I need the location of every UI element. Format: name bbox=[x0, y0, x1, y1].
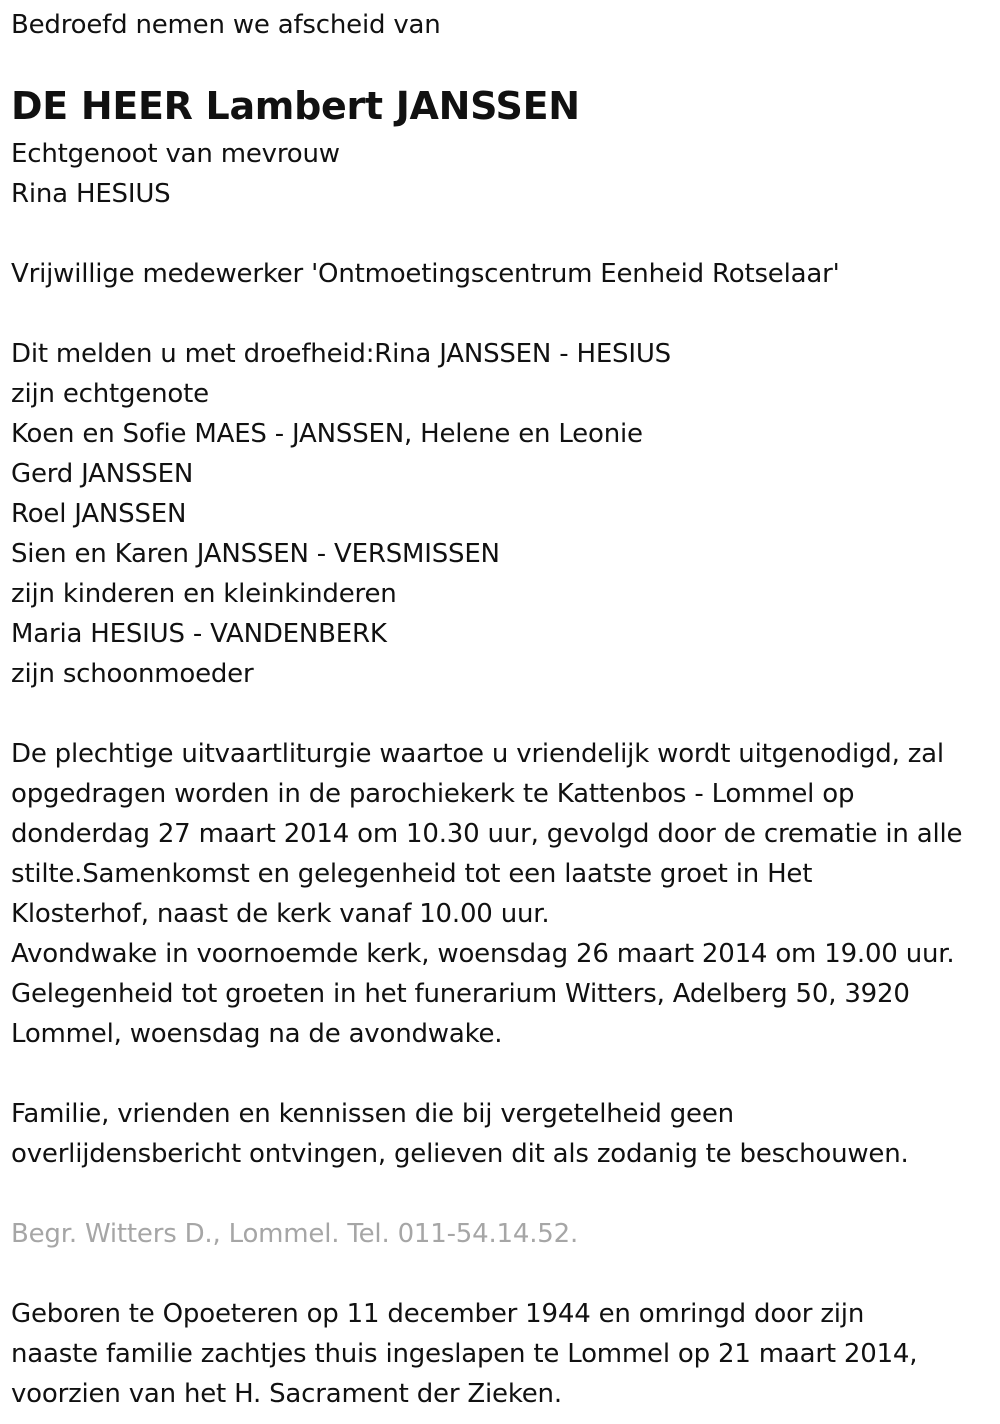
volunteer-text: Vrijwillige medewerker 'Ontmoetingscentrum Eenheid Rotselaar' bbox=[11, 259, 840, 289]
service-section bbox=[11, 734, 962, 1054]
intro-text: Bedroefd nemen we afscheid van bbox=[11, 10, 441, 40]
family-line: Gerd JANSSEN bbox=[11, 459, 194, 489]
family-line: zijn echtgenote bbox=[11, 379, 209, 409]
birth-line: Geboren te Opoeteren op 11 december 1944 en omringd door zijn bbox=[11, 1299, 865, 1329]
service-line: Lommel, woensdag na de avondwake. bbox=[11, 1019, 503, 1049]
deceased-name: DE HEER Lambert JANSSEN bbox=[11, 84, 580, 128]
service-line: opgedragen worden in de parochiekerk te Kattenbos - Lommel op bbox=[11, 779, 855, 809]
birth-section bbox=[11, 1294, 917, 1414]
service-line: donderdag 27 maart 2014 om 10.30 uur, gevolgd door de crematie in alle bbox=[11, 819, 963, 849]
family-line: zijn kinderen en kleinkinderen bbox=[11, 579, 397, 609]
family-line: zijn schoonmoeder bbox=[11, 659, 254, 689]
notice-line: Familie, vrienden en kennissen die bij vergetelheid geen bbox=[11, 1099, 734, 1129]
service-line: De plechtige uitvaartliturgie waartoe u vriendelijk wordt uitgenodigd, zal bbox=[11, 739, 944, 769]
spouse-line: Rina HESIUS bbox=[11, 179, 171, 209]
family-line: Sien en Karen JANSSEN - VERSMISSEN bbox=[11, 539, 500, 569]
notice-line: overlijdensbericht ontvingen, gelieven dit als zodanig te beschouwen. bbox=[11, 1139, 909, 1169]
family-section bbox=[11, 334, 671, 694]
service-line: Klosterhof, naast de kerk vanaf 10.00 uur. bbox=[11, 899, 550, 929]
birth-line: voorzien van het H. Sacrament der Zieken. bbox=[11, 1379, 562, 1409]
family-line: Koen en Sofie MAES - JANSSEN, Helene en Leonie bbox=[11, 419, 643, 449]
birth-line: naaste familie zachtjes thuis ingeslapen te Lommel op 21 maart 2014, bbox=[11, 1339, 918, 1369]
family-line: Maria HESIUS - VANDENBERK bbox=[11, 619, 387, 649]
spouse-section bbox=[11, 134, 340, 214]
spouse-line: Echtgenoot van mevrouw bbox=[11, 139, 340, 169]
notice-section bbox=[11, 1094, 909, 1174]
service-line: stilte.Samenkomst en gelegenheid tot een laatste groet in Het bbox=[11, 859, 813, 889]
service-line: Gelegenheid tot groeten in het funerarium Witters, Adelberg 50, 3920 bbox=[11, 979, 910, 1009]
service-line: Avondwake in voornoemde kerk, woensdag 26 maart 2014 om 19.00 uur. bbox=[11, 939, 955, 969]
family-line: Dit melden u met droefheid:Rina JANSSEN - HESIUS bbox=[11, 339, 671, 369]
family-line: Roel JANSSEN bbox=[11, 499, 187, 529]
undertaker-contact: Begr. Witters D., Lommel. Tel. 011-54.14.52. bbox=[11, 1219, 579, 1249]
